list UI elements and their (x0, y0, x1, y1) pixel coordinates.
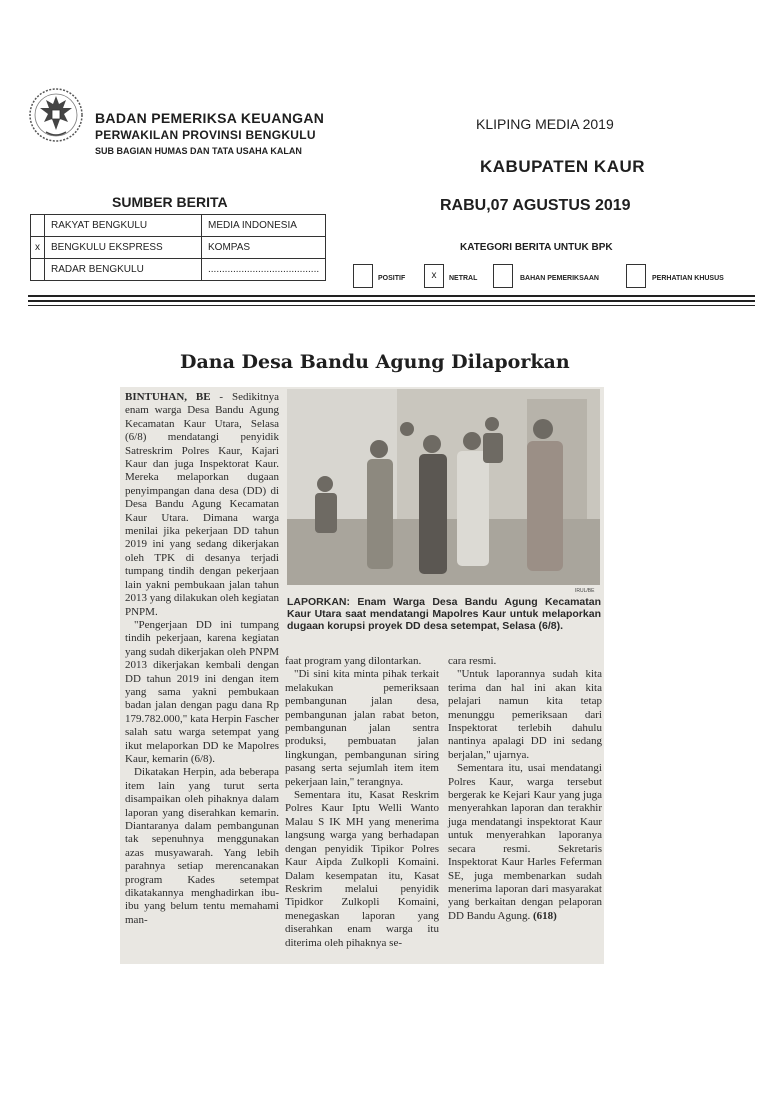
article-code: (618) (530, 909, 557, 922)
divider-rule (28, 295, 755, 297)
kategori-title: KATEGORI BERITA UNTUK BPK (460, 242, 613, 253)
article-paragraph: "Pengerjaan DD ini tumpang tindih pekerjaan, karena kegiatan yang sudah dikerjakan oleh PNPM 2013 dikerjakan kembali dengan DD tahun 2019 ini dengan item yang sama yakni pembukaan badan jalan dengan pagu dana Rp 179.782.000," kata Herpin Fascher salah satu warga setempat yang ikut melaporkan DD ke Mapolres Kaur, kemarin (6/8). (125, 618, 279, 765)
checkbox-label-netral: NETRAL (449, 275, 478, 282)
source-name: RADAR BENGKULU (45, 259, 202, 281)
checkbox-label-bahan: BAHAN PEMERIKSAAN (520, 275, 599, 282)
checkbox-label-perhatian: PERHATIAN KHUSUS (652, 275, 724, 282)
checkbox-positif (353, 264, 373, 288)
checkbox-bahan (493, 264, 513, 288)
region-title: KABUPATEN KAUR (480, 157, 646, 176)
article-paragraph: faat program yang dilontarkan. (285, 655, 422, 667)
org-name: BADAN PEMERIKSA KEUANGAN (95, 110, 325, 126)
source-mark: x (31, 237, 45, 259)
source-name: RAKYAT BENGKULU (45, 215, 202, 237)
source-mark (31, 259, 45, 281)
divider-rule (28, 305, 755, 306)
article-photo (287, 389, 600, 585)
org-subdivision: SUB BAGIAN HUMAS DAN TATA USAHA KALAN (95, 146, 302, 156)
article-dateline: BINTUHAN, BE (125, 391, 211, 403)
source-name: BENGKULU EKSPRESS (45, 237, 202, 259)
source-name: KOMPAS (202, 237, 326, 259)
date-title: RABU,07 AGUSTUS 2019 (440, 197, 631, 214)
group-photo-icon (287, 389, 600, 585)
article-paragraph: Dikatakan Herpin, ada beberapa item lain yang turut serta disampaikan oleh pihaknya dalam laporan yang diserahkan kemarin. Diantaranya dalam pembangunan tak sepenuhnya menggunakan azas musyawarah. Yang lebih parahnya setiap merencanakan program Kades setempat dikatakannya menghadirkan ibu-ibu yang belum tentu memahami man- (125, 766, 279, 926)
source-row (31, 215, 326, 237)
article-paragraph: cara resmi. (448, 655, 497, 667)
divider-rule (28, 300, 755, 302)
article-column-1 (125, 391, 279, 927)
photo-caption: LAPORKAN: Enam Warga Desa Bandu Agung Kecamatan Kaur Utara saat mendatangi Mapolres Kaur untuk melaporkan dugaan korupsi proyek DD desa setempat, Selasa (6/8). (287, 596, 601, 632)
article-column-3 (448, 655, 602, 923)
article-paragraph: Sementara itu, usai mendatangi Polres Kaur, warga tersebut bergerak ke Kejari Kaur yang juga menyerahkan laporan dan terakhir juga mendatangi inspektorat Kaur untuk menyerahkan laporanya secara resmi. Sekretaris Inspektorat Kaur Harles Feferman SE, juga membenarkan sudah menerima laporan dari masyarakat yang berkaitan dengan pelaporan DD Bandu Agung. (448, 762, 602, 922)
photo-credit: IRUL/BE (575, 588, 595, 594)
source-name: ........................................ (202, 259, 326, 281)
article-paragraph: Sementara itu, Kasat Reskrim Polres Kaur Iptu Welli Wanto Malau S IK MH yang menerima langsung warga yang berhadapan dengan penyidik Tipikor Polres Kaur Aipda Zulkopli Komaini. Dalam kesempatan itu, Kasat Reskrim melalui penyidik Tipidkor Zulkopli Komaini, menegaskan laporan yang diserahkan enam warga itu diterima oleh pihaknya se- (285, 789, 439, 949)
article-headline: Dana Desa Bandu Agung Dilaporkan (180, 351, 570, 373)
garuda-logo-icon (28, 86, 84, 144)
article-column-2 (285, 655, 439, 950)
checkbox-perhatian (626, 264, 646, 288)
source-mark (31, 215, 45, 237)
checkbox-netral: x (424, 264, 444, 288)
kliping-title: KLIPING MEDIA 2019 (476, 116, 614, 132)
article-paragraph: "Di sini kita minta pihak terkait melakukan pemeriksaan pembangunan jalan desa, pembangunan jalan rabat beton, pembangunan jalan sentra produksi, pembuatan jalan lingkungan, pembangunan siring pasang serta sejumlah item item pekerjaan lain," terangnya. (285, 668, 439, 788)
checkbox-label-positif: POSITIF (378, 275, 406, 282)
source-row (31, 259, 326, 281)
org-branch: PERWAKILAN PROVINSI BENGKULU (95, 128, 316, 142)
source-name: MEDIA INDONESIA (202, 215, 326, 237)
source-table (30, 214, 326, 281)
article-paragraph: "Untuk laporannya sudah kita terima dan hal ini akan kita pelajari namun kita tetap menunggu pemeriksaan dari Inspektorat terlebih dahulu nantinya apalagi DD ini sedang berjalan," ujarnya. (448, 668, 602, 761)
sumber-title: SUMBER BERITA (112, 194, 228, 210)
article-paragraph: - Sedikitnya enam warga Desa Bandu Agung Kecamatan Kaur Utara, Selasa (6/8) mendatangi penyidik Satreskrim Polres Kaur, Kajari Kaur dan juga Inspektorat Kaur. Mereka melaporkan dugaan penyimpangan dana desa (DD) di Desa Bandu Agung Kecamatan Kaur Utara. Dimana warga menilai jika pekerjaan DD tahun 2019 ini yang sedang dikerjakan oleh TPK di desanya terjadi tumpang tindih dengan pekerjaan lain yakni pembukaan jalan tahun 2013 yang dilakukan oleh kegiatan PNPM. (125, 391, 280, 618)
source-row (31, 237, 326, 259)
